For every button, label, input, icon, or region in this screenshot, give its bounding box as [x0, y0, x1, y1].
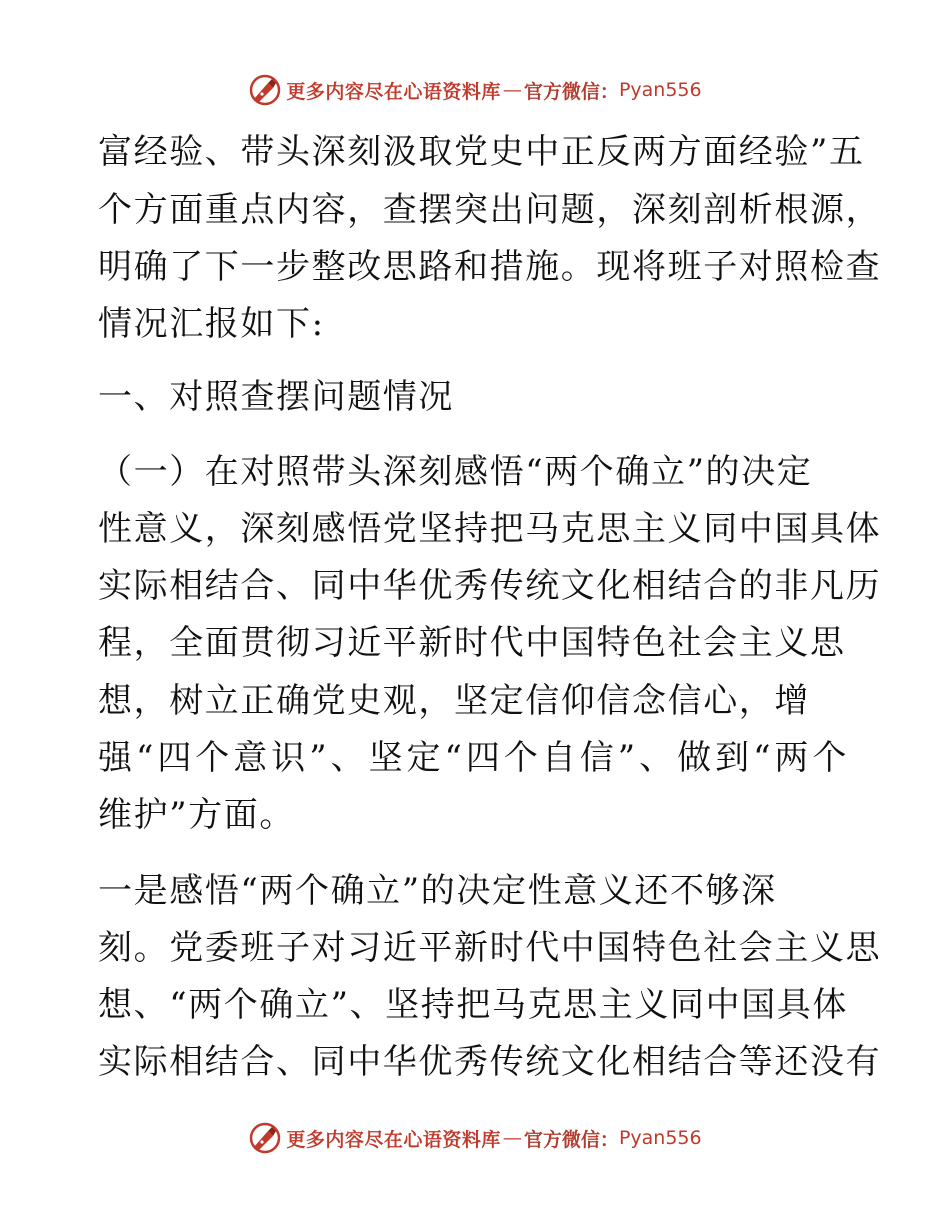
- banner-wechat-id: Pyan556: [618, 1127, 702, 1149]
- body-line-11: 强“四个意识”、坚定“四个自信”、做到“两个: [98, 738, 848, 778]
- body-line-1: 富经验、带头深刻汲取党史中正反两方面经验”五: [98, 132, 865, 172]
- body-line-8: 实际相结合、同中华优秀传统文化相结合的非凡历: [98, 566, 882, 606]
- body-line-3: 明确了下一步整改思路和措施。现将班子对照检查: [98, 247, 882, 287]
- banner-wechat-label: 官方微信：: [523, 1128, 619, 1151]
- banner-wechat-label: 官方微信：: [523, 80, 619, 103]
- body-line-15: 想、“两个确立”、坚持把马克思主义同中国具体: [98, 985, 848, 1025]
- footer-banner: [0, 1118, 950, 1158]
- banner-dash: —: [502, 79, 522, 101]
- banner-dash: —: [502, 1127, 522, 1149]
- body-line-14: 刻。党委班子对习近平新时代中国特色社会主义思: [98, 928, 882, 968]
- banner-lead-text: 更多内容尽在心语资料库: [286, 1128, 501, 1151]
- body-line-7: 性意义，深刻感悟党坚持把马克思主义同中国具体: [98, 509, 882, 549]
- pen-nib-logo-icon: [248, 1121, 282, 1155]
- banner-lead-text: 更多内容尽在心语资料库: [286, 80, 501, 103]
- banner-wechat-id: Pyan556: [618, 79, 702, 101]
- pen-nib-logo-icon: [248, 73, 282, 107]
- section-heading: 一、对照查摆问题情况: [98, 377, 454, 417]
- body-line-16: 实际相结合、同中华优秀传统文化相结合等还没有: [98, 1042, 882, 1082]
- subsection-heading-line-1: （一）在对照带头深刻感悟“两个确立”的决定: [98, 452, 813, 492]
- point-heading-line-1: 一是感悟“两个确立”的决定性意义还不够深: [98, 871, 777, 911]
- header-banner: [0, 70, 950, 110]
- body-line-4: 情况汇报如下:: [98, 304, 325, 344]
- body-line-12: 维护”方面。: [98, 795, 295, 835]
- body-line-2: 个方面重点内容，查摆突出问题，深刻剖析根源，: [98, 190, 882, 230]
- body-line-9: 程，全面贯彻习近平新时代中国特色社会主义思: [98, 623, 846, 663]
- body-line-10: 想，树立正确党史观，坚定信仰信念信心，增: [98, 681, 810, 721]
